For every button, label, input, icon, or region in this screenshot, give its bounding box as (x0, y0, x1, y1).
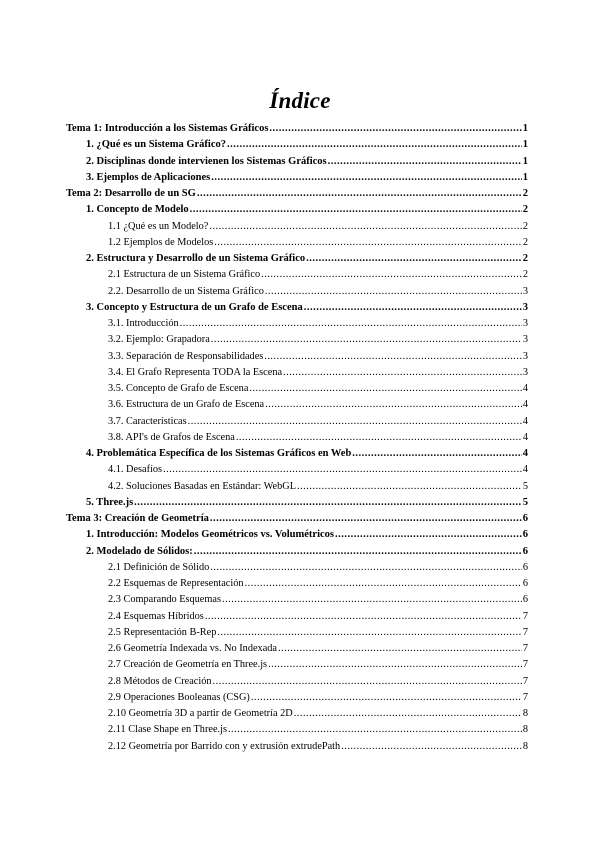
toc-page-number: 2 (522, 236, 528, 248)
toc-page-number: 4 (522, 399, 528, 411)
toc-entry-title: 3.7. Características (108, 415, 187, 427)
toc-entry-title: 3.2. Ejemplo: Grapadora (108, 334, 210, 346)
toc-entry[interactable] (86, 171, 528, 185)
toc-entry-title: 2.5 Representación B-Rep (108, 626, 217, 638)
toc-entry[interactable] (108, 480, 528, 494)
toc-leader-dots (265, 285, 522, 299)
toc-entry-title: 2.11 Clase Shape en Three.js (108, 724, 227, 736)
toc-page-number: 5 (522, 496, 528, 508)
toc-entry[interactable] (86, 545, 528, 559)
toc-leader-dots (210, 561, 522, 575)
toc-leader-dots (211, 333, 522, 347)
toc-leader-dots (269, 122, 521, 136)
toc-entry[interactable] (86, 138, 528, 152)
toc-entry-title: 3.5. Concepto de Grafo de Escena (108, 383, 249, 394)
toc-entry-title: 3.8. API's de Grafos de Escena (108, 431, 235, 443)
toc-entry[interactable] (108, 398, 528, 412)
toc-leader-dots (264, 350, 522, 364)
toc-page-number: 8 (522, 740, 528, 752)
toc-leader-dots (210, 512, 522, 526)
toc-entry[interactable] (86, 528, 528, 542)
toc-entry-title: Tema 1: Introducción a los Sistemas Gráficos (66, 123, 269, 134)
toc-entry-title: 1. Introducción: Modelos Geométricos vs. Volumétricos (86, 529, 334, 541)
toc-page-number: 8 (522, 708, 528, 719)
toc-leader-dots (341, 740, 522, 754)
toc-entry-title: 5. Three.js (86, 496, 134, 508)
toc-page-number: 1 (522, 171, 528, 183)
toc-entry-title: 2. Estructura y Desarrollo de un Sistema Gráfico (86, 253, 306, 264)
toc-page-number: 4 (522, 448, 528, 459)
toc-leader-dots (245, 577, 522, 591)
toc-entry[interactable] (108, 642, 528, 656)
toc-entry-title: 2.7 Creación de Geometría en Three.js (108, 659, 268, 671)
toc-page-number: 4 (522, 383, 528, 394)
toc-entry[interactable] (108, 723, 528, 737)
toc-entry-title: 3.1. Introducción (108, 318, 179, 329)
toc-entry[interactable] (108, 285, 528, 299)
toc-leader-dots (268, 658, 522, 672)
toc-entry[interactable] (108, 431, 528, 445)
toc-leader-dots (294, 707, 522, 721)
toc-entry-title: 2.10 Geometría 3D a partir de Geometría 2D (108, 708, 293, 719)
toc-leader-dots (283, 366, 522, 380)
toc-entry[interactable] (66, 122, 528, 136)
toc-entry[interactable] (108, 333, 528, 347)
toc-entry-title: 2.2 Esquemas de Representación (108, 578, 244, 589)
toc-entry-title: 3.3. Separación de Responsabilidades (108, 350, 264, 362)
toc-entry-title: 4.1. Desafíos (108, 464, 163, 476)
toc-page-number: 5 (522, 480, 528, 492)
toc-entry[interactable] (108, 268, 528, 282)
toc-page-number: 3 (522, 318, 528, 329)
toc-leader-dots (197, 187, 522, 201)
toc-leader-dots (190, 203, 522, 217)
toc-entry-title: 1.2 Ejemplos de Modelos (108, 236, 214, 248)
toc-entry[interactable] (108, 561, 528, 575)
toc-leader-dots (251, 691, 522, 705)
toc-leader-dots (328, 155, 522, 169)
toc-leader-dots (227, 138, 522, 152)
toc-page-number: 6 (522, 578, 528, 589)
toc-leader-dots (214, 236, 522, 250)
toc-entry-title: 1. ¿Qué es un Sistema Gráfico? (86, 139, 226, 151)
toc-entry-title: 2.3 Comparando Esquemas (108, 594, 221, 606)
toc-entry[interactable] (108, 317, 528, 331)
toc-entry-title: 4. Problemática Específica de los Sistemas Gráficos en Web (86, 448, 352, 459)
toc-page-number: 3 (522, 301, 528, 313)
toc-entry-title: Tema 3: Creación de Geometría (66, 513, 209, 524)
toc-entry-title: 2. Disciplinas donde intervienen los Sistemas Gráficos (86, 155, 327, 167)
toc-entry[interactable] (86, 301, 528, 315)
toc-entry[interactable] (86, 252, 528, 266)
toc-leader-dots (205, 610, 522, 624)
toc-entry-title: 2.1 Estructura de un Sistema Gráfico (108, 269, 261, 281)
toc-page-number: 4 (522, 431, 528, 443)
toc-entry[interactable] (108, 626, 528, 640)
toc-page-number: 2 (522, 269, 528, 281)
toc-entry[interactable] (86, 203, 528, 217)
toc-page-number: 4 (522, 464, 528, 476)
toc-leader-dots (228, 723, 522, 737)
toc-entry-title: 1. Concepto de Modelo (86, 204, 189, 216)
toc-page-number: 7 (522, 626, 528, 638)
toc-page-number: 2 (522, 220, 528, 232)
toc-entry[interactable] (108, 366, 528, 380)
toc-leader-dots (306, 252, 522, 266)
toc-leader-dots (217, 626, 521, 640)
toc-entry-title: 2.6 Geometría Indexada vs. No Indexada (108, 643, 277, 654)
toc-entry[interactable] (108, 382, 528, 396)
toc-entry[interactable] (66, 187, 528, 201)
toc-entry-title: 3. Concepto y Estructura de un Grafo de Escena (86, 301, 303, 313)
toc-leader-dots (211, 171, 521, 185)
toc-leader-dots (278, 642, 522, 656)
toc-leader-dots (265, 398, 522, 412)
toc-entry[interactable] (108, 610, 528, 624)
toc-leader-dots (180, 317, 522, 331)
toc-entry[interactable] (108, 707, 528, 721)
toc-leader-dots (304, 301, 522, 315)
toc-leader-dots (236, 431, 522, 445)
toc-entry[interactable] (108, 658, 528, 672)
toc-entry[interactable] (108, 463, 528, 477)
toc-entry-title: 3.4. El Grafo Representa TODA la Escena (108, 366, 283, 378)
toc-page-number: 2 (522, 204, 528, 216)
toc-entry[interactable] (108, 415, 528, 429)
toc-page-number: 6 (522, 513, 528, 524)
toc-entry[interactable] (108, 675, 528, 689)
toc-entry[interactable] (86, 496, 528, 510)
toc-page-number: 6 (522, 594, 528, 606)
toc-entry-title: Tema 2: Desarrollo de un SG (66, 188, 196, 199)
toc-page-number: 3 (522, 350, 528, 362)
toc-leader-dots (213, 675, 522, 689)
toc-leader-dots (134, 496, 522, 510)
toc-page-number: 6 (522, 545, 528, 557)
toc-entry-title: 3.6. Estructura de un Grafo de Escena (108, 399, 265, 411)
toc-page-number: 2 (522, 188, 528, 199)
toc-page-number: 7 (522, 675, 528, 687)
toc-page-number: 1 (522, 155, 528, 167)
toc-entry-title: 1.1 ¿Qué es un Modelo? (108, 220, 209, 232)
page-title: Índice (269, 88, 331, 113)
toc-leader-dots (188, 415, 522, 429)
toc-leader-dots (352, 447, 521, 461)
toc-entry-title: 2.4 Esquemas Híbridos (108, 610, 204, 622)
toc-page-number: 6 (522, 529, 528, 541)
toc-entry[interactable] (66, 512, 528, 526)
toc-page-number: 7 (522, 659, 528, 671)
toc-entry-title: 3. Ejemplos de Aplicaciones (86, 171, 211, 183)
toc-entry[interactable] (108, 691, 528, 705)
toc-page-number: 3 (522, 285, 528, 297)
toc-page-number: 1 (522, 139, 528, 151)
toc-page-number: 7 (522, 610, 528, 622)
toc-entry-title: 2. Modelado de Sólidos: (86, 545, 193, 557)
toc-page-number: 3 (522, 334, 528, 346)
toc-entry[interactable] (108, 236, 528, 250)
toc-entry[interactable] (108, 577, 528, 591)
toc-page-number: 4 (522, 415, 528, 427)
toc-leader-dots (194, 545, 522, 559)
toc-page-number: 3 (522, 366, 528, 378)
toc-entry[interactable] (86, 155, 528, 169)
toc-entry-title: 2.12 Geometría por Barrido con y extrusión extrudePath (108, 740, 341, 752)
toc-leader-dots (261, 268, 522, 282)
toc-page-number: 6 (522, 561, 528, 573)
toc-leader-dots (163, 463, 522, 477)
toc-entry[interactable] (108, 220, 528, 234)
toc-leader-dots (222, 593, 522, 607)
toc-page-number: 7 (522, 691, 528, 703)
toc-entry-title: 2.9 Operaciones Booleanas (CSG) (108, 691, 250, 703)
toc-leader-dots (249, 382, 521, 396)
toc-entry[interactable] (86, 447, 528, 461)
toc-page-number: 7 (522, 643, 528, 654)
toc-entry-title: 4.2. Soluciones Basadas en Estándar: WebGL (108, 480, 297, 492)
toc-page-number: 2 (522, 253, 528, 264)
toc-page-number: 8 (522, 724, 528, 736)
toc-leader-dots (335, 528, 522, 542)
toc-leader-dots (209, 220, 521, 234)
toc-leader-dots (297, 480, 522, 494)
toc-entry[interactable] (108, 350, 528, 364)
toc-entry-title: 2.1 Definición de Sólido (108, 561, 210, 573)
toc-entry[interactable] (108, 740, 528, 754)
toc-entry-title: 2.8 Métodos de Creación (108, 675, 212, 687)
toc-entry-title: 2.2. Desarrollo de un Sistema Gráfico (108, 285, 264, 297)
toc-page-number: 1 (522, 123, 528, 134)
toc-entry[interactable] (108, 593, 528, 607)
